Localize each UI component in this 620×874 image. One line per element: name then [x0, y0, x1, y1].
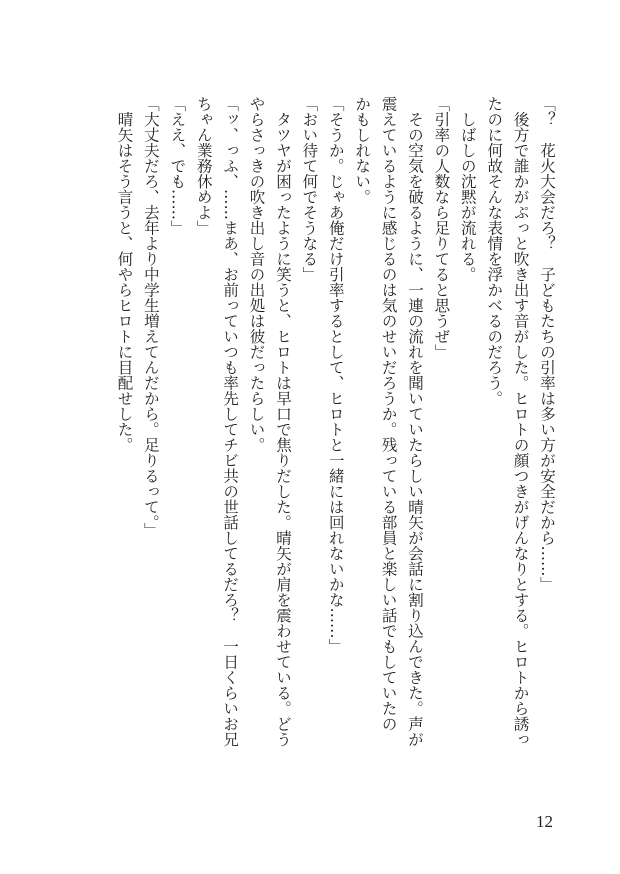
text-line: 後方で誰かがぷっと吹き出す音がした。ヒロトの顔つきがげんなりとする。ヒロトから誘っ [511, 96, 530, 747]
page-number: 12 [536, 812, 553, 831]
text-line: やらさっきの吹き出し音の出処は彼だったらしい。 [247, 96, 266, 453]
text-line: 「そうか。じゃあ俺だけ引率するとして、ヒロトと一緒には回れないかな……」 [326, 96, 345, 654]
text-line: 「ッ、っふ、……まあ、お前っていつも率先してチビ共の世話してるだろ？ 一日くらいお兄 [221, 96, 240, 747]
text-line: 「引率の人数なら足りてると思うぜ」 [432, 96, 451, 360]
text-line: ちゃん業務休めよ」 [194, 96, 213, 236]
text-line: かもしれない。 [353, 96, 372, 205]
text-line: たのに何故そんな表情を浮かべるのだろう。 [485, 96, 504, 406]
text-line: 震えているように感じるのは気のせいだろうか。残っている部員と楽しい話でもしていたの [379, 96, 398, 732]
text-line: 「おい待て何でそうなる」 [300, 96, 319, 282]
text-line: その空気を破るように、一連の流れを聞いていたらしい晴矢が会話に割り込んできた。声が [405, 96, 424, 747]
text-line: タツヤが困ったように笑うと、ヒロトは早口で焦りだした。晴矢が肩を震わせている。どう [273, 96, 292, 747]
vertical-text-body [115, 96, 560, 747]
text-line: 「ええ、でも……」 [168, 96, 187, 236]
text-line: 「大丈夫だろ、去年より中学生増えてんだから。足りるって。」 [141, 96, 160, 538]
text-line: 晴矢はそう言うと、何やらヒロトに目配せした。 [115, 96, 134, 453]
text-line: しばしの沈黙が流れる。 [458, 96, 477, 282]
text-line: 「？ 花火大会だろ？ 子どもたちの引率は多い方が安全だから……」 [538, 96, 556, 592]
